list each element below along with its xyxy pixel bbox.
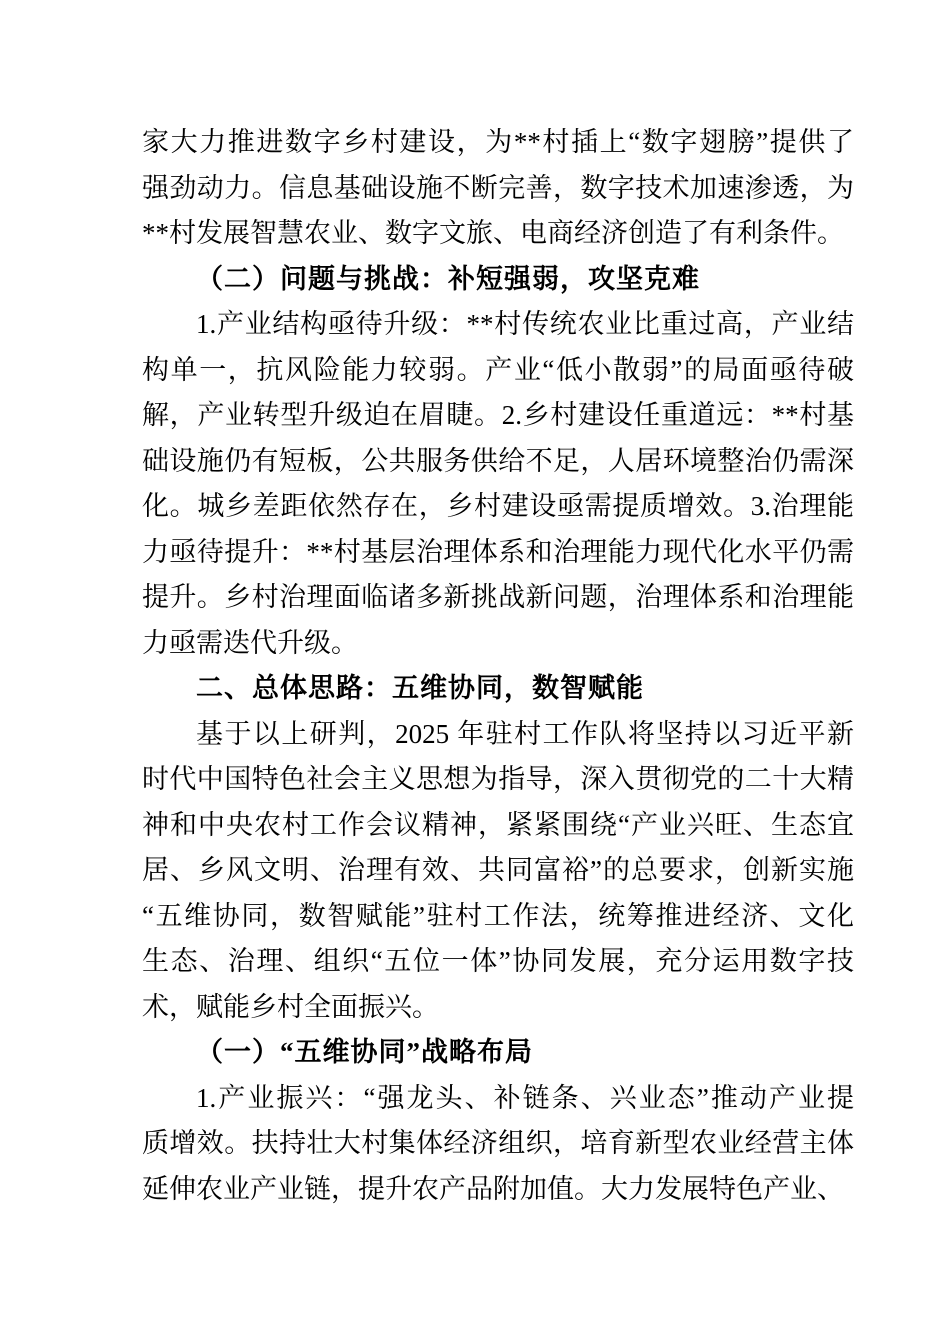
text-line: 力亟需迭代升级。 — [142, 627, 358, 658]
text-line: 础设施仍有短板，公共服务供给不足，人居环境整治仍需深 — [142, 445, 854, 476]
text-line: 时代中国特色社会主义思想为指导，深入贯彻党的二十大精 — [142, 764, 854, 794]
body-paragraph — [142, 712, 854, 1031]
text-line: 解，产业转型升级迫在眉睫。2.乡村建设任重道远：**村基 — [142, 400, 854, 430]
section-heading — [142, 666, 854, 712]
text-line: 构单一，抗风险能力较弱。产业“低小散弱”的局面亟待破 — [142, 354, 854, 385]
body-paragraph — [142, 120, 854, 257]
text-line: 力亟待提升：**村基层治理体系和治理能力现代化水平仍需 — [142, 536, 854, 567]
text-line: 1.产业振兴：“强龙头、补链条、兴业态”推动产业提 — [196, 1082, 854, 1113]
text-line: 基于以上研判，2025 年驻村工作队将坚持以习近平新 — [196, 718, 854, 749]
body-paragraph — [142, 1076, 854, 1213]
text-line: 延伸农业产业链，提升农产品附加值。大力发展特色产业、 — [142, 1173, 844, 1204]
text-line: 质增效。扶持壮大村集体经济组织，培育新型农业经营主体 — [142, 1128, 854, 1158]
text-line: “五维协同，数智赋能”驻村工作法，统筹推进经济、文化 — [142, 900, 854, 931]
text-line: （一）“五维协同”战略布局 — [196, 1037, 533, 1067]
text-line: 神和中央农村工作会议精神，紧紧围绕“产业兴旺、生态宜 — [142, 809, 854, 840]
text-line: 提升。乡村治理面临诸多新挑战新问题，治理体系和治理能 — [142, 582, 854, 612]
document-body — [142, 120, 854, 1212]
text-line: 强劲动力。信息基础设施不断完善，数字技术加速渗透，为 — [142, 172, 854, 203]
text-line: 化。城乡差距依然存在，乡村建设亟需提质增效。3.治理能 — [142, 491, 854, 521]
section-heading — [142, 257, 854, 303]
section-heading — [142, 1030, 854, 1076]
text-line: 1.产业结构亟待升级：**村传统农业比重过高，产业结 — [196, 309, 854, 339]
text-line: 家大力推进数字乡村建设，为**村插上“数字翅膀”提供了 — [142, 127, 854, 157]
text-line: 居、乡风文明、治理有效、共同富裕”的总要求，创新实施 — [142, 855, 854, 885]
body-paragraph — [142, 302, 854, 666]
text-line: **村发展智慧农业、数字文旅、电商经济创造了有利条件。 — [142, 218, 844, 248]
text-line: （二）问题与挑战：补短强弱，攻坚克难 — [196, 263, 700, 294]
text-line: 生态、治理、组织“五位一体”协同发展，充分运用数字技 — [142, 946, 854, 976]
text-line: 术，赋能乡村全面振兴。 — [142, 991, 439, 1022]
text-line: 二、总体思路：五维协同，数智赋能 — [196, 673, 644, 703]
